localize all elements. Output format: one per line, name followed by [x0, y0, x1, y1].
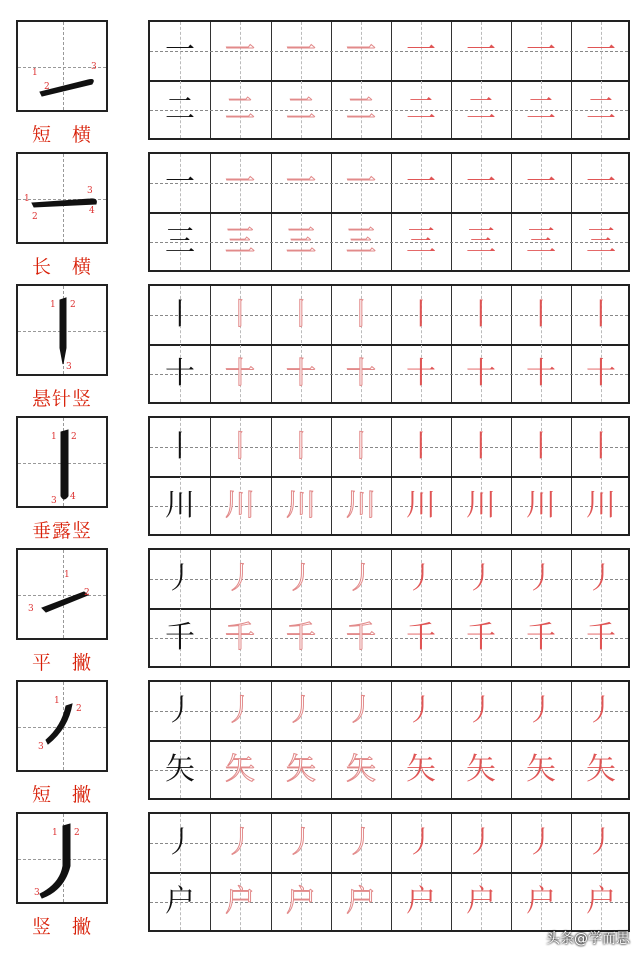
stroke-row	[0, 284, 640, 410]
tracing-character[interactable]: 丿	[225, 693, 255, 728]
tracing-character[interactable]: 丿	[586, 825, 616, 860]
practice-grid	[148, 548, 630, 668]
tracing-character[interactable]: 十	[225, 356, 255, 391]
stroke-step-number: 2	[84, 588, 90, 598]
tracing-character[interactable]: 十	[406, 356, 436, 391]
tracing-character[interactable]: 千	[225, 620, 255, 655]
tracing-character[interactable]: 丿	[526, 825, 556, 860]
tracing-character[interactable]: 丨	[346, 429, 376, 464]
stroke-name-label: 短 横	[31, 124, 92, 146]
watermark: 头条@学而思	[546, 931, 630, 947]
stroke-step-number: 1	[52, 828, 58, 838]
stroke-step-number: 3	[34, 888, 40, 898]
vertical-left-falling-stroke-icon	[18, 814, 106, 902]
stroke-shape	[46, 704, 72, 744]
tracing-character[interactable]: 一	[346, 33, 376, 68]
tracing-character[interactable]: 川	[346, 488, 376, 523]
tracing-character[interactable]: 十	[586, 356, 616, 391]
stroke-demo-box	[16, 548, 108, 640]
model-character: 二	[165, 92, 195, 127]
model-character: 千	[165, 620, 195, 655]
stroke-step-number: 3	[51, 496, 57, 506]
stroke-step-number: 1	[32, 68, 38, 78]
stroke-step-number: 1	[50, 300, 56, 310]
tracing-character[interactable]: 丨	[225, 297, 255, 332]
model-character: 矢	[165, 752, 195, 787]
stroke-demo-box	[16, 20, 108, 112]
tracing-character[interactable]: 丿	[526, 693, 556, 728]
tracing-character[interactable]: 一	[225, 33, 255, 68]
stroke-name-label: 悬针竖	[31, 388, 92, 410]
model-character: 丨	[165, 429, 195, 464]
stroke-step-number: 3	[38, 742, 44, 752]
tracing-character[interactable]: 矢	[466, 752, 496, 787]
stroke-name-label: 垂露竖	[31, 520, 92, 542]
tracing-character[interactable]: 三	[586, 224, 616, 259]
model-character: 丨	[165, 297, 195, 332]
tracing-character[interactable]: 矢	[586, 752, 616, 787]
stroke-demo-box	[16, 812, 108, 904]
practice-grid	[148, 812, 630, 932]
tracing-character[interactable]: 丿	[346, 561, 376, 596]
tracing-character[interactable]: 丨	[346, 297, 376, 332]
tracing-character[interactable]: 户	[406, 884, 436, 919]
stroke-step-number: 3	[28, 604, 34, 614]
model-character: 一	[165, 33, 195, 68]
tracing-character[interactable]: 丿	[586, 561, 616, 596]
stroke-row	[0, 416, 640, 542]
tracing-character[interactable]: 二	[225, 92, 255, 127]
stroke-step-number: 3	[66, 362, 72, 372]
tracing-character[interactable]: 丨	[526, 429, 556, 464]
stroke-step-number: 2	[76, 704, 82, 714]
stroke-step-number: 4	[89, 206, 95, 216]
tracing-character[interactable]: 丿	[586, 693, 616, 728]
tracing-character[interactable]: 矢	[286, 752, 316, 787]
stroke-row	[0, 20, 640, 146]
tracing-character[interactable]: 千	[466, 620, 496, 655]
model-character: 一	[165, 165, 195, 200]
tracing-character[interactable]: 一	[526, 33, 556, 68]
tracing-character[interactable]: 川	[406, 488, 436, 523]
tracing-character[interactable]: 川	[225, 488, 255, 523]
tracing-character[interactable]: 丿	[466, 561, 496, 596]
practice-grid	[148, 20, 630, 140]
tracing-character[interactable]: 丿	[466, 693, 496, 728]
stroke-shape	[60, 298, 66, 364]
stroke-name-label: 竖 撇	[31, 916, 92, 938]
tracing-character[interactable]: 丨	[586, 429, 616, 464]
stroke-step-number: 2	[44, 82, 50, 92]
long-horizontal-stroke-icon	[18, 154, 106, 242]
model-character: 丿	[165, 693, 195, 728]
stroke-name-label: 短 撇	[31, 784, 92, 806]
stroke-demo-box	[16, 284, 108, 376]
stroke-name-label: 长 横	[31, 256, 92, 278]
tracing-character[interactable]: 十	[526, 356, 556, 391]
stroke-step-number: 2	[74, 828, 80, 838]
tracing-character[interactable]: 二	[466, 92, 496, 127]
stroke-step-number: 2	[71, 432, 77, 442]
tracing-character[interactable]: 丨	[286, 429, 316, 464]
practice-grid	[148, 680, 630, 800]
tracing-character[interactable]: 二	[526, 92, 556, 127]
stroke-step-number: 3	[91, 62, 97, 72]
tracing-character[interactable]: 十	[286, 356, 316, 391]
tracing-character[interactable]: 川	[466, 488, 496, 523]
tracing-character[interactable]: 丿	[346, 693, 376, 728]
tracing-character[interactable]: 矢	[346, 752, 376, 787]
tracing-character[interactable]: 一	[466, 33, 496, 68]
tracing-character[interactable]: 户	[466, 884, 496, 919]
tracing-character[interactable]: 丿	[406, 693, 436, 728]
tracing-character[interactable]: 丨	[225, 429, 255, 464]
tracing-character[interactable]: 三	[406, 224, 436, 259]
tracing-character[interactable]: 丿	[286, 693, 316, 728]
stroke-shape	[42, 592, 88, 612]
short-left-falling-stroke-icon	[18, 682, 106, 770]
stroke-step-number: 2	[70, 300, 76, 310]
tracing-character[interactable]: 丨	[406, 429, 436, 464]
tracing-character[interactable]: 二	[586, 92, 616, 127]
tracing-character[interactable]: 一	[286, 165, 316, 200]
tracing-character[interactable]: 川	[526, 488, 556, 523]
tracing-character[interactable]: 丿	[225, 561, 255, 596]
tracing-character[interactable]: 户	[586, 884, 616, 919]
tracing-character[interactable]: 十	[466, 356, 496, 391]
tracing-character[interactable]: 一	[225, 165, 255, 200]
stroke-step-number: 4	[70, 492, 76, 502]
tracing-character[interactable]: 三	[466, 224, 496, 259]
hanging-needle-vertical-stroke-icon	[18, 286, 106, 374]
tracing-character[interactable]: 三	[526, 224, 556, 259]
tracing-character[interactable]: 一	[586, 165, 616, 200]
tracing-character[interactable]: 丨	[286, 297, 316, 332]
stroke-demo-box	[16, 416, 108, 508]
tracing-character[interactable]: 一	[286, 33, 316, 68]
stroke-step-number: 1	[24, 194, 30, 204]
tracing-character[interactable]: 一	[406, 165, 436, 200]
tracing-character[interactable]: 三	[225, 224, 255, 259]
practice-grid	[148, 152, 630, 272]
tracing-character[interactable]: 丨	[586, 297, 616, 332]
stroke-demo-box	[16, 152, 108, 244]
tracing-character[interactable]: 一	[346, 165, 376, 200]
model-character: 三	[165, 224, 195, 259]
tracing-character[interactable]: 丿	[406, 825, 436, 860]
tracing-character[interactable]: 丨	[406, 297, 436, 332]
stroke-step-number: 1	[51, 432, 57, 442]
tracing-character[interactable]: 十	[346, 356, 376, 391]
tracing-character[interactable]: 千	[286, 620, 316, 655]
tracing-character[interactable]: 千	[406, 620, 436, 655]
tracing-character[interactable]: 丨	[466, 429, 496, 464]
flat-left-falling-stroke-icon	[18, 550, 106, 638]
model-character: 十	[165, 356, 195, 391]
tracing-character[interactable]: 矢	[225, 752, 255, 787]
tracing-character[interactable]: 二	[406, 92, 436, 127]
stroke-step-number: 2	[32, 212, 38, 222]
dew-drop-vertical-stroke-icon	[18, 418, 106, 506]
stroke-step-number: 1	[54, 696, 60, 706]
stroke-row	[0, 680, 640, 806]
tracing-character[interactable]: 三	[286, 224, 316, 259]
practice-grid	[148, 416, 630, 536]
model-character: 户	[165, 884, 195, 919]
stroke-step-number: 1	[64, 570, 70, 580]
tracing-character[interactable]: 丨	[466, 297, 496, 332]
stroke-row	[0, 548, 640, 674]
tracing-character[interactable]: 三	[346, 224, 376, 259]
stroke-shape	[61, 430, 68, 499]
tracing-character[interactable]: 二	[286, 92, 316, 127]
tracing-character[interactable]: 丿	[225, 825, 255, 860]
stroke-row	[0, 152, 640, 278]
tracing-character[interactable]: 丿	[406, 561, 436, 596]
tracing-character[interactable]: 户	[346, 884, 376, 919]
tracing-character[interactable]: 一	[406, 33, 436, 68]
tracing-character[interactable]: 千	[586, 620, 616, 655]
tracing-character[interactable]: 矢	[406, 752, 436, 787]
tracing-character[interactable]: 丿	[466, 825, 496, 860]
model-character: 丿	[165, 561, 195, 596]
stroke-step-number: 3	[87, 186, 93, 196]
stroke-shape	[32, 199, 96, 207]
tracing-character[interactable]: 丿	[286, 561, 316, 596]
tracing-character[interactable]: 矢	[526, 752, 556, 787]
model-character: 丿	[165, 825, 195, 860]
tracing-character[interactable]: 户	[526, 884, 556, 919]
stroke-row	[0, 812, 640, 938]
tracing-character[interactable]: 一	[586, 33, 616, 68]
tracing-character[interactable]: 丿	[346, 825, 376, 860]
tracing-character[interactable]: 户	[286, 884, 316, 919]
tracing-character[interactable]: 丨	[526, 297, 556, 332]
tracing-character[interactable]: 二	[346, 92, 376, 127]
tracing-character[interactable]: 川	[286, 488, 316, 523]
tracing-character[interactable]: 丿	[526, 561, 556, 596]
tracing-character[interactable]: 一	[466, 165, 496, 200]
tracing-character[interactable]: 千	[346, 620, 376, 655]
stroke-demo-box	[16, 680, 108, 772]
model-character: 川	[165, 488, 195, 523]
tracing-character[interactable]: 千	[526, 620, 556, 655]
tracing-character[interactable]: 丿	[286, 825, 316, 860]
tracing-character[interactable]: 一	[526, 165, 556, 200]
tracing-character[interactable]: 川	[586, 488, 616, 523]
tracing-character[interactable]: 户	[225, 884, 255, 919]
stroke-name-label: 平 撇	[31, 652, 92, 674]
practice-grid	[148, 284, 630, 404]
